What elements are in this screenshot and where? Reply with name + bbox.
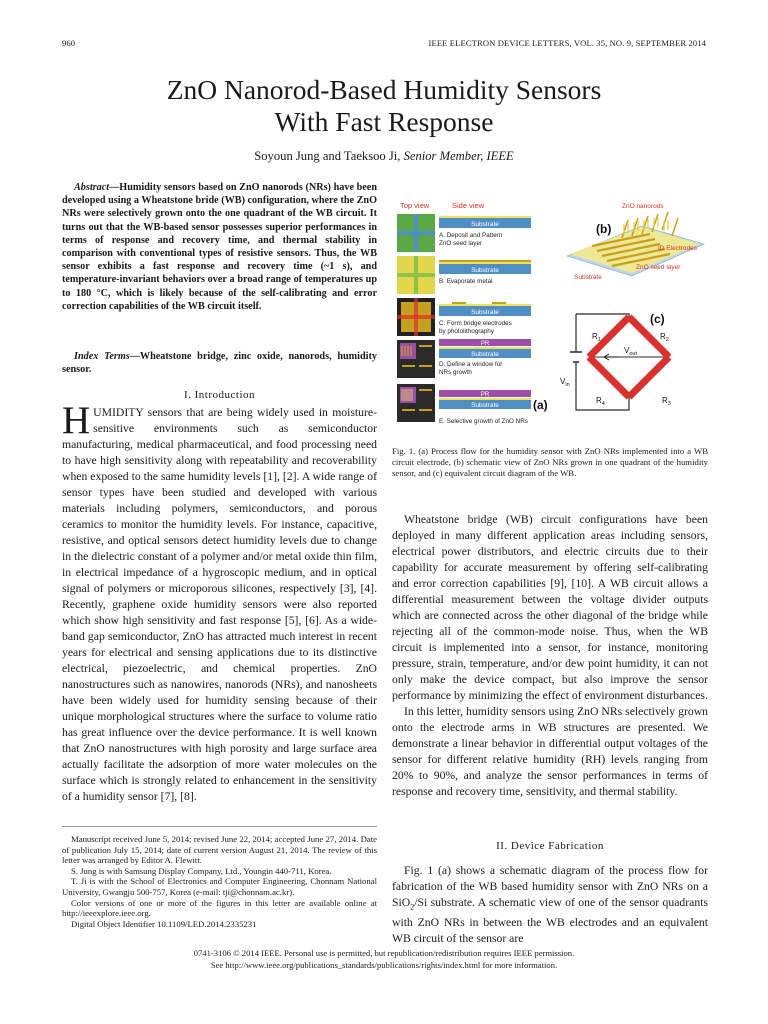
fig-c-vout-arrow — [604, 354, 618, 360]
fig-b-metal — [439, 260, 531, 262]
figure-1 — [392, 196, 708, 436]
fig-b-seed — [439, 262, 531, 264]
fig-step-c2: by photolithography — [439, 328, 494, 335]
abstract: Abstract—Humidity sensors based on ZnO nanorods (NRs) have been developed using a Wheatstone bride (WB) configuration, where the ZnO NRs were selectively grown onto the one quadrant of the WB circuit. It turns out that the WB-based sensor possesses superior performances in terms of response and recovery time, and thermal stability in comparison with conventional types of resistive sensors. Thus, the WB sensor exhibits a fast response and recovery time (~1 s), and temperature-invariant behaviors over a broad range of temperatures up to 180 °C, which is likely because of the self-calibrating and error correction capabilities of the WB circuit itself. — [62, 182, 377, 312]
figure-caption: Fig. 1. (a) Process flow for the humidity sensor with ZnO NRs implemented into a WB circuit electrode, (b) schematic view of ZnO NRs grown in one quadrant of the humidity sensor, and (c) equivalent circuit diagram of the WB. — [392, 446, 708, 478]
fig-c-r4-label: $R_4$ — [596, 396, 605, 407]
footnote: Color versions of one or more of the figures in this letter are available online at http://ieeexplore.ieee.org. — [62, 897, 377, 919]
paper-title — [0, 74, 768, 138]
fig-panel-label-c: (c) — [650, 312, 665, 326]
section-heading-device-fabrication: II. Device Fabrication — [496, 840, 604, 852]
title-line-2: With Fast Response — [274, 106, 494, 137]
fig-panel-label-a: (a) — [533, 398, 548, 412]
footnote: T. Ji is with the School of Electronics and Computer Engineering, Chonnam National University, Gwangju 500-757, Korea (e-mail: tji@chonnam.ac.kr). — [62, 876, 377, 897]
footnote: S. Jung is with Samsung Display Company, Ltd., Youngin 440-711, Korea. — [71, 865, 332, 876]
fig-d-substrate-label: Substrate — [471, 351, 499, 358]
fig-e-seed — [439, 398, 531, 400]
fig-side-view-label: Side view — [452, 201, 485, 210]
fig-c-r1-label: $R_1$ — [592, 332, 601, 343]
footnote: Manuscript received June 5, 2014; revised June 22, 2014; accepted June 27, 2014. Date of publication July 15, 2014; date of current version August 21, 2014. The review of this letter was arranged by Editor A. Flewitt. — [62, 834, 377, 866]
fig-c-cross-h — [397, 315, 435, 319]
copyright-notice — [0, 948, 768, 971]
fig-step-a: A. Deposit and Pattern — [439, 232, 503, 239]
fig-step-d2: NRs growth — [439, 369, 472, 376]
fig-step-b: B. Evaporate metal — [439, 278, 493, 285]
title-line-1: ZnO Nanorod-Based Humidity Sensors — [166, 74, 602, 105]
fig-c-vin-label: $V_{in}$ — [560, 377, 570, 388]
fig-a-seed — [439, 216, 531, 218]
footnotes — [62, 834, 377, 929]
authors — [0, 149, 768, 164]
index-terms-label: Index Terms — [74, 351, 130, 362]
introduction-text: UMIDITY sensors that are being widely used in moisture-sensitive environments such as semiconductor manufacturing, medical pharmaceutical, and food processing need to have high sensitivity along with repeatability and recoverability when exposed to the same humidity levels [1], [2]. A wide range of sensor types have been studied and developed with various materials including polymers, semiconductors, and porous ceramics to monitor the humidity levels. For instance, capacitive, resistive, and optical sensors detect humidity levels due to change in the dielectric constant of a polymer and/or metal oxide thin film, in electrical impedance of a hygroscopic medium, and in optical signal of polymers or microporous silicones, respectively [3], [4]. Recently, graphene oxide humidity sensors were also reported which show high sensitivity and fast response [5], [6]. As a wide-band gap semiconductor, ZnO has attracted much interest in recent years for electrical and sensing applications due to its distinctive electrical, piezoelectric, and chemical properties. ZnO nanostructures such as nanowires, nanorods (NRs), and nanosheets have been widely used for humidity sensing because of their unique morphological structures where the surface to volume ratio has great influence over the device performance. It is well known that ZnO nanostructures with high porosity and large surface area actually facilitate the adsorption of more water molecules on the surface which is strongly related to enhancement in the sensitivity of a humidity sensor [7], [8]. — [62, 406, 377, 803]
fig-a-stripe-v — [414, 214, 418, 252]
index-terms-text: Wheatstone bridge, zinc oxide, nanorods, humidity sensor. — [62, 351, 377, 376]
column-2-body — [392, 512, 708, 800]
section-heading-introduction: I. Introduction — [183, 389, 256, 401]
fig-d-seed — [439, 347, 531, 349]
drop-cap: H — [62, 399, 91, 442]
author-names: Soyoun Jung and Taeksoo Ji, — [254, 149, 401, 163]
fig-step-e: E. Selective growth of ZnO NRs — [439, 418, 528, 425]
fig-a-substrate-label: Substrate — [471, 221, 499, 228]
fig-b-substrate-label: Substrate — [574, 274, 602, 281]
fig-c-r2-label: $R_2$ — [660, 332, 669, 343]
introduction-body — [62, 399, 377, 805]
author-role: Senior Member, IEEE — [403, 149, 514, 163]
fig-b-seed-layer-label: ZnO seed layer — [636, 264, 681, 271]
fig-c-resistor-r3 — [629, 357, 669, 397]
running-header: IEEE ELECTRON DEVICE LETTERS, VOL. 35, NO. 9, SEPTEMBER 2014 — [428, 38, 706, 48]
abstract-text: Humidity sensors based on ZnO nanorods (NRs) have been developed using a Wheatstone bride (WB) configuration, where the ZnO NRs were selectively grown onto the one quadrant of the WB circuit. It turns out that the WB-based sensor possesses superior performances in terms of response and recovery time, and thermal stability in comparison with conventional types of resistive sensors. Thus, the WB sensor exhibits a fast response and recovery time (~1 s), and temperature-invariant behaviors over a broad range of temperatures up to 180 °C, which is likely because of the self-calibrating and error correction capabilities of the WB circuit itself. — [62, 182, 377, 312]
fig-b-substrate-label: Substrate — [471, 267, 499, 274]
fig-c-resistor-r4 — [589, 357, 629, 397]
fig-c-metal-1 — [452, 302, 466, 304]
fig-c-substrate-label: Substrate — [471, 309, 499, 316]
fig-step-d: D. Define a window for — [439, 361, 503, 368]
fig-c-r3-label: $R_3$ — [662, 396, 671, 407]
fig-top-view-label: Top view — [400, 201, 430, 210]
footnote-divider — [62, 826, 377, 827]
fig-c-metal-2 — [492, 302, 506, 304]
copyright-line-2: See http://www.ieee.org/publications_standards/publications/rights/index.html for more information. — [210, 959, 558, 970]
fig-b-stripe-v — [414, 256, 418, 294]
fig-step-c: C. Form bridge electrodes — [439, 320, 512, 327]
fig-d-pr-label: PR — [480, 341, 490, 347]
device-fabrication-body — [392, 863, 708, 947]
fig-b-id-electrodes-label: ID Electrodes — [658, 245, 698, 252]
fig-panel-label-b: (b) — [596, 222, 612, 236]
paragraph: Fig. 1 (a) shows a schematic diagram of the process flow for fabrication of the WB based humidity sensor with ZnO NRs on a SiO$_2$/Si substrate. A schematic view of one of the sensor quadrants with ZnO NRs in between the WB electrodes and an equivalent WB circuit of the sensor are — [392, 864, 708, 946]
fig-b-zno-nanorods-label: ZnO nanorods — [622, 203, 664, 210]
paragraph: In this letter, humidity sensors using ZnO NRs selectively grown onto the electrode arms in WB structures are presented. We demonstrate a linear behavior in differential output voltages of the sensor for different relative humidity (RH) levels ranging from 20% to 90%, and analyze the sensor performances in terms of response and recovery time, sensitivity, and thermal stability. — [392, 705, 708, 798]
paragraph: Wheatstone bridge (WB) circuit configurations have been deployed in many different application areas including sensors, electrical power distributors, and electric circuits due to their capability for accurate measurement by offering self-calibrating and error correction capabilities [9], [10]. A WB circuit allows a differential measurement between the voltage divider outputs which are connected across the other diagonal of the bridge while rejecting all of the common-mode noise. Thus, when the WB circuit is implemented into a sensor, for instance, monitoring pressure, strain, temperature, and/or dew point humidity, it can not only make the device compact, but also improve the sensor performance by minimizing the effect of environment disturbances. — [392, 513, 708, 702]
abstract-label: Abstract — [74, 182, 110, 193]
footnote: Digital Object Identifier 10.1109/LED.2014.2335231 — [71, 918, 257, 929]
fig-e-substrate-label: Substrate — [471, 402, 499, 409]
page-number: 960 — [62, 38, 76, 48]
fig-e-pr-label: PR — [480, 392, 490, 398]
fig-c-seed — [439, 304, 531, 306]
index-terms: Index Terms—Wheatstone bridge, zinc oxide, nanorods, humidity sensor. — [62, 351, 377, 376]
fig-step-a2: ZnO seed layer — [439, 240, 483, 247]
fig-c-vout-label: $V_{out}$ — [624, 346, 637, 357]
copyright-line-1: 0741-3106 © 2014 IEEE. Personal use is permitted, but republication/redistribution requires IEEE permission. — [193, 948, 575, 958]
